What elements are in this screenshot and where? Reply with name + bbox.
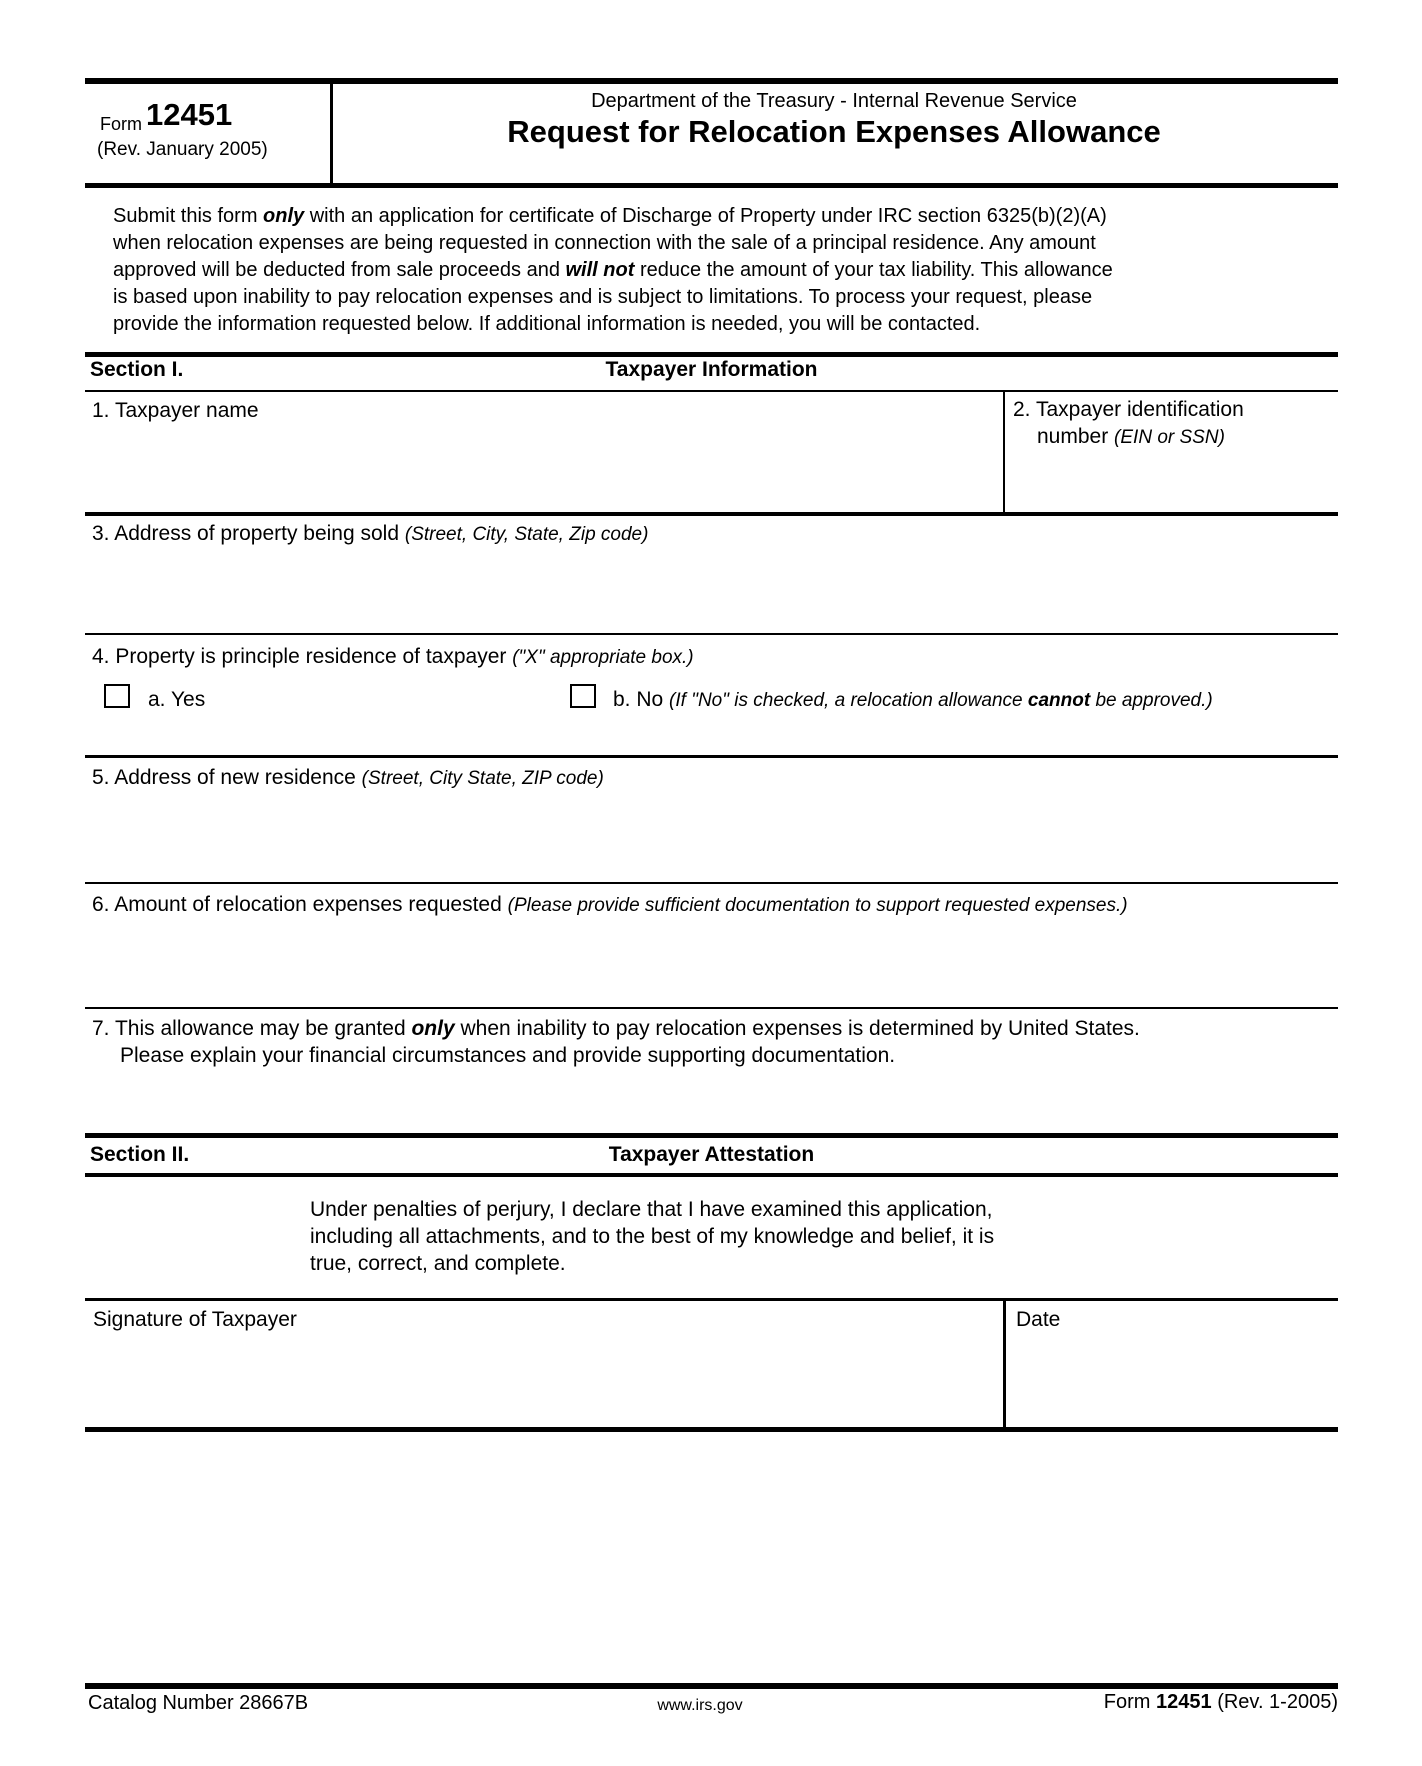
form-title: Request for Relocation Expenses Allowance: [507, 114, 1161, 149]
section2-heading-rule: [85, 1173, 1338, 1177]
q5-label: 5. Address of new residence (Street, City State, ZIP code): [92, 766, 604, 789]
row6-bottom-rule: [85, 1007, 1338, 1009]
q3-label: 3. Address of property being sold (Street, City, State, Zip code): [92, 522, 649, 545]
checkbox-yes[interactable]: [104, 684, 130, 708]
q2-label-line2: number (EIN or SSN): [1037, 425, 1225, 448]
signature-top-rule: [85, 1298, 1338, 1301]
row5-bottom-rule: [85, 882, 1338, 884]
irs-website: www.irs.gov: [657, 1697, 743, 1714]
row2-bottom-rule: [85, 512, 1338, 516]
intro-line-4: is based upon inability to pay relocation expenses and is subject to limitations. To process your request, please: [113, 286, 1093, 308]
row4-bottom-rule: [85, 755, 1338, 758]
intro-line-2: when relocation expenses are being requested in connection with the sale of a principal residence. Any amount: [113, 232, 1096, 254]
row3-bottom-rule: [85, 633, 1338, 635]
attestation-line-1: Under penalties of perjury, I declare that I have examined this application,: [310, 1198, 993, 1221]
intro-line-5: provide the information requested below. If additional information is needed, you will be contacted.: [113, 313, 981, 335]
checkbox-no[interactable]: [570, 684, 596, 708]
attestation-line-2: including all attachments, and to the best of my knowledge and belief, it is: [310, 1225, 995, 1248]
header-bottom-rule: [85, 183, 1338, 188]
intro-line-3: approved will be deducted from sale proceeds and will not reduce the amount of your tax liability. This allowance: [113, 259, 1113, 281]
signature-bottom-rule: [85, 1427, 1338, 1432]
footer-form-reference: Form 12451 (Rev. 1-2005): [1103, 1691, 1338, 1713]
q2-label-line1: 2. Taxpayer identification: [1013, 398, 1244, 421]
footer-rule: [85, 1683, 1338, 1689]
property-address-field[interactable]: [85, 548, 1338, 631]
intro-paragraph: [113, 203, 1313, 338]
department-line: Department of the Treasury - Internal Revenue Service: [591, 90, 1077, 112]
signature-label: Signature of Taxpayer: [93, 1308, 297, 1331]
form-number: 12451: [146, 97, 233, 132]
financial-explanation-field[interactable]: [85, 1072, 1338, 1130]
section2-label: Section II.: [90, 1143, 190, 1166]
section1-heading-rule: [85, 390, 1338, 392]
checkbox-no-label: b. No (If "No" is checked, a relocation allowance cannot be approved.): [613, 688, 1213, 711]
q1-label: 1. Taxpayer name: [92, 399, 259, 422]
intro-line-1: Submit this form only with an application for certificate of Discharge of Property under IRC section 6325(b)(2)(A): [113, 205, 1107, 227]
section2-top-rule: [85, 1133, 1338, 1138]
date-column-rule: [1003, 1301, 1006, 1427]
section1-title: Taxpayer Information: [605, 358, 818, 381]
q6-label: 6. Amount of relocation expenses requested (Please provide sufficient documentation to support requested expenses.): [92, 893, 1128, 916]
catalog-number: Catalog Number 28667B: [88, 1692, 309, 1714]
date-label: Date: [1016, 1308, 1061, 1331]
q7-label-line1: 7. This allowance may be granted only when inability to pay relocation expenses is determined by United States.: [92, 1017, 1140, 1040]
form-revision: (Rev. January 2005): [97, 139, 268, 160]
attestation-line-3: true, correct, and complete.: [310, 1252, 566, 1275]
new-residence-field[interactable]: [85, 795, 1338, 880]
section1-label: Section I.: [90, 358, 184, 381]
expenses-amount-field[interactable]: [85, 920, 1338, 1005]
section2-title: Taxpayer Attestation: [608, 1143, 815, 1166]
checkbox-yes-label: a. Yes: [148, 688, 206, 711]
header-top-rule: [85, 78, 1338, 84]
q4-label: 4. Property is principle residence of taxpayer ("X" appropriate box.): [92, 645, 694, 668]
attestation-paragraph: [310, 1196, 1090, 1277]
tin-column-rule: [1003, 392, 1005, 512]
form-word-label: Form: [100, 114, 142, 134]
q7-label-line2: Please explain your financial circumstances and provide supporting documentation.: [120, 1044, 896, 1067]
